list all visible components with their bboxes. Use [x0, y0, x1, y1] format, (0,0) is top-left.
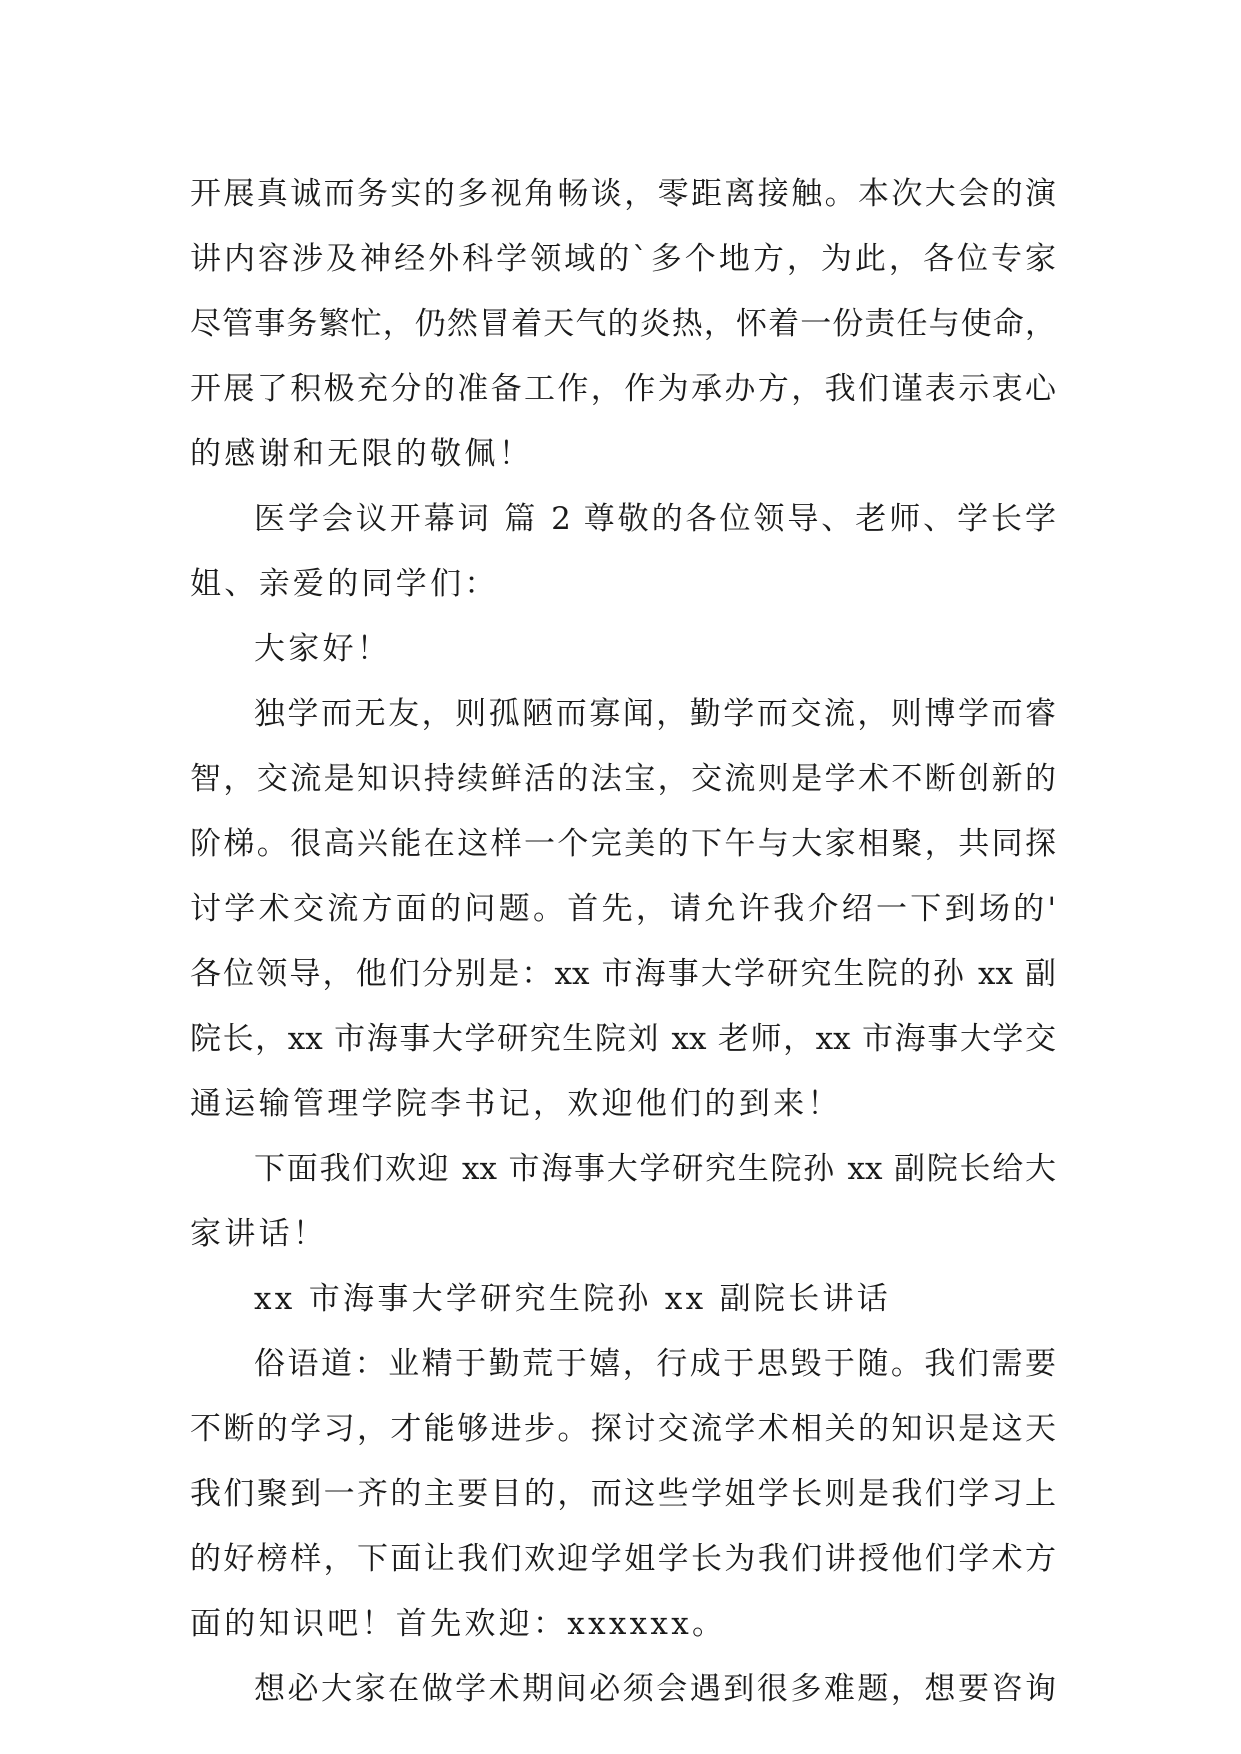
text-line: 俗语道：业精于勤荒于嬉，行成于思毁于随。我们需要	[254, 1346, 1056, 1382]
text-line: 尽管事务繁忙，仍然冒着天气的炎热，怀着一份责任与使命，	[190, 306, 1056, 342]
text-line: 讲内容涉及神经外科学领域的`多个地方，为此，各位专家	[190, 241, 1056, 277]
text-line: 的好榜样，下面让我们欢迎学姐学长为我们讲授他们学术方	[190, 1541, 1056, 1577]
text-line: 的感谢和无限的敬佩！	[190, 436, 533, 472]
text-line: 医学会议开幕词 篇 2 尊敬的各位领导、老师、学长学	[254, 501, 1056, 537]
text-line: 开展了积极充分的准备工作，作为承办方，我们谨表示衷心	[190, 371, 1056, 407]
text-line: 独学而无友，则孤陋而寡闻，勤学而交流，则博学而睿	[254, 696, 1056, 732]
text-line: 阶梯。很高兴能在这样一个完美的下午与大家相聚，共同探	[190, 826, 1056, 862]
text-line: 我们聚到一齐的主要目的，而这些学姐学长则是我们学习上	[190, 1476, 1056, 1512]
text-line: 开展真诚而务实的多视角畅谈，零距离接触。本次大会的演	[190, 176, 1056, 212]
text-line: 大家好！	[254, 631, 392, 667]
text-line: 各位领导，他们分别是：xx 市海事大学研究生院的孙 xx 副	[190, 956, 1056, 992]
text-line: 讨学术交流方面的问题。首先，请允许我介绍一下到场的'	[190, 891, 1056, 927]
text-line: xx 市海事大学研究生院孙 xx 副院长讲话	[254, 1281, 892, 1317]
text-line: 不断的学习，才能够进步。探讨交流学术相关的知识是这天	[190, 1411, 1056, 1447]
text-line: 家讲话！	[190, 1216, 328, 1252]
document-body	[190, 162, 1056, 1722]
text-line: 想必大家在做学术期间必须会遇到很多难题，想要咨询	[254, 1671, 1056, 1707]
text-line: 面的知识吧！首先欢迎：xxxxxx。	[190, 1606, 727, 1642]
text-line: 姐、亲爱的同学们：	[190, 566, 499, 602]
text-line: 智，交流是知识持续鲜活的法宝，交流则是学术不断创新的	[190, 761, 1056, 797]
text-line: 通运输管理学院李书记，欢迎他们的到来！	[190, 1086, 842, 1122]
text-line: 下面我们欢迎 xx 市海事大学研究生院孙 xx 副院长给大	[254, 1151, 1056, 1187]
text-line: 院长，xx 市海事大学研究生院刘 xx 老师，xx 市海事大学交	[190, 1021, 1056, 1057]
